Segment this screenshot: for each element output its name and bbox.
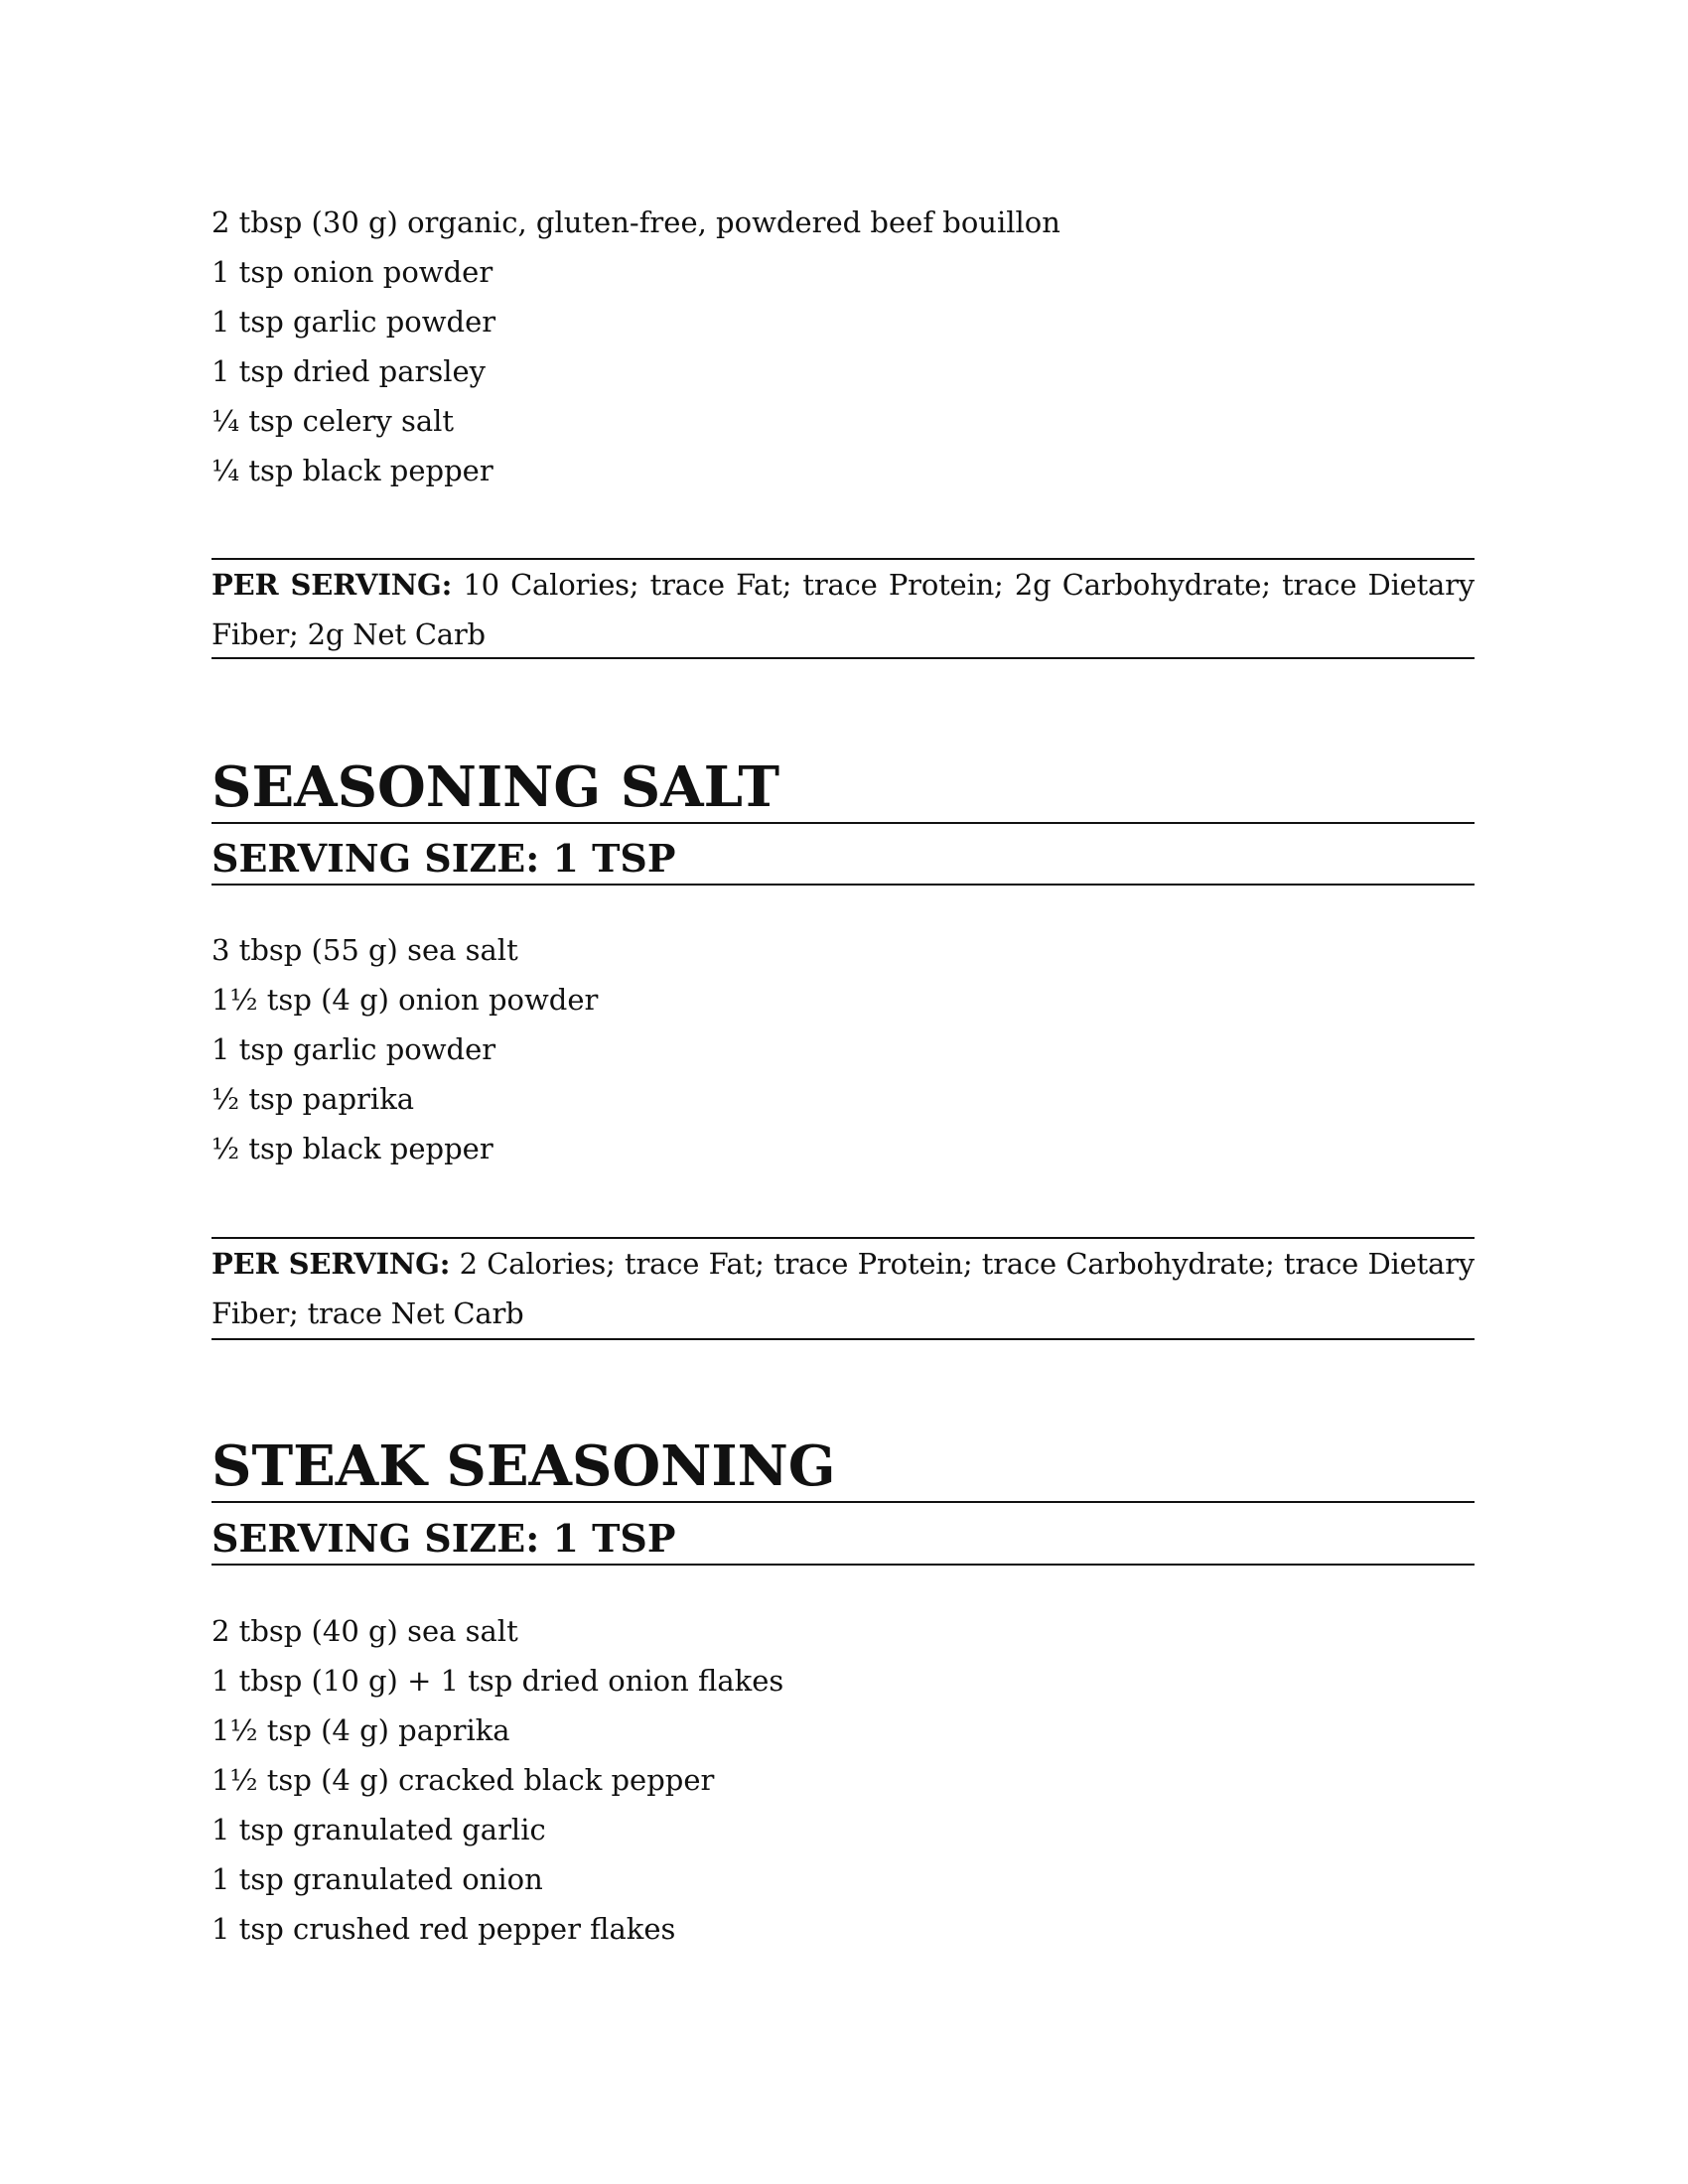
ingredient-list <box>211 198 1475 495</box>
ingredient-list <box>211 925 1475 1173</box>
ingredient-item: ½ tsp paprika <box>211 1082 415 1116</box>
ingredient-item: ¼ tsp celery salt <box>211 404 455 438</box>
ingredient-item: 1 tsp garlic powder <box>211 305 496 339</box>
nutrition-values: 10 Calories; trace Fat; trace Protein; 2g Carbohydrate; trace Dietary Fiber; 2g Net Carb <box>211 568 1475 651</box>
ingredient-list <box>211 1606 1475 1954</box>
serving-size: SERVING SIZE: 1 TSP <box>211 834 1475 886</box>
ingredient-item: ¼ tsp black pepper <box>211 454 493 487</box>
ingredient-item: 1 tsp crushed red pepper flakes <box>211 1912 676 1946</box>
ingredient-item: 1 tsp dried parsley <box>211 354 487 388</box>
recipe-title: SEASONING SALT <box>211 752 1475 824</box>
nutrition-label: PER SERVING: <box>211 1247 451 1281</box>
ingredient-item: 1 tbsp (10 g) + 1 tsp dried onion flakes <box>211 1664 784 1698</box>
nutrition-label: PER SERVING: <box>211 568 453 602</box>
ingredient-item: 2 tbsp (30 g) organic, gluten-free, powdered beef bouillon <box>211 205 1060 239</box>
nutrition-info <box>211 1237 1475 1340</box>
ingredient-item: 1½ tsp (4 g) paprika <box>211 1713 510 1747</box>
ingredient-item: ½ tsp black pepper <box>211 1132 493 1165</box>
ingredient-item: 1½ tsp (4 g) onion powder <box>211 983 599 1017</box>
ingredient-item: 1 tsp onion powder <box>211 255 493 289</box>
ingredient-item: 3 tbsp (55 g) sea salt <box>211 933 518 967</box>
nutrition-info <box>211 558 1475 659</box>
recipe-title: STEAK SEASONING <box>211 1432 1475 1503</box>
nutrition-values: 2 Calories; trace Fat; trace Protein; trace Carbohydrate; trace Dietary Fiber; trace Net Carb <box>211 1247 1475 1330</box>
ingredient-item: 1½ tsp (4 g) cracked black pepper <box>211 1763 715 1797</box>
ingredient-item: 1 tsp garlic powder <box>211 1032 496 1066</box>
serving-size: SERVING SIZE: 1 TSP <box>211 1514 1475 1566</box>
ingredient-item: 1 tsp granulated onion <box>211 1862 543 1896</box>
ingredient-item: 2 tbsp (40 g) sea salt <box>211 1614 518 1648</box>
ingredient-item: 1 tsp granulated garlic <box>211 1813 546 1846</box>
